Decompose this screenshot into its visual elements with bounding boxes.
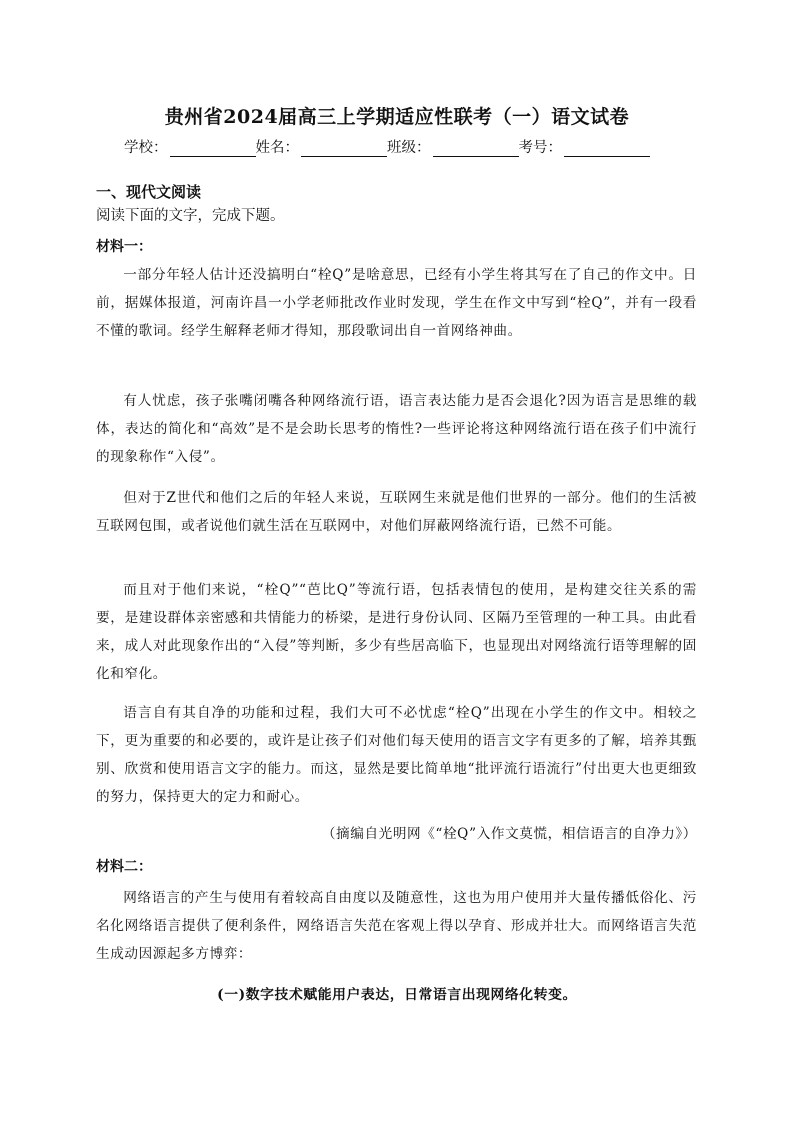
material-one-paragraph-4: 而且对于他们来说，“栓Q”“芭比Q”等流行语，包括表情包的使用，是构建交往关系的需要，是建设群体亲密感和共情能力的桥梁，是进行身份认同、区隔乃至管理的一种工具。由此看来，成人对此现象作出的“入侵”等判断，多少有些居高临下，也显现出对网络流行语等理解的固化和窄化。 xyxy=(96,582,697,682)
material-one-paragraph-2: 有人忧虑，孩子张嘴闭嘴各种网络流行语，语言表达能力是否会退化?因为语言是思维的载体，表达的简化和“高效”是不是会助长思考的惰性?一些评论将这种网络流行语在孩子们中流行的现象称作“入侵”。 xyxy=(96,393,697,465)
material-one-paragraph-3: 但对于Z世代和他们之后的年轻人来说，互联网生来就是他们世界的一部分。他们的生活被互联网包围，或者说他们就生活在互联网中，对他们屏蔽网络流行语，已然不可能。 xyxy=(96,490,697,534)
name-label: 姓名： xyxy=(255,140,299,156)
school-field xyxy=(124,136,256,157)
class-label: 班级： xyxy=(387,140,431,156)
school-blank[interactable] xyxy=(170,142,256,157)
material-one-paragraph-1: 一部分年轻人估计还没搞明白“栓Q”是啥意思，已经有小学生将其写在了自己的作文中。日前，据媒体报道，河南许昌一小学老师批改作业时发现，学生在作文中写到“栓Q”，并有一段看不懂的歌词。经学生解释老师才得知，那段歌词出自一首网络神曲。 xyxy=(96,267,697,339)
material-two-sub-heading: (一)数字技术赋能用户表达，日常语言出现网络化转变。 xyxy=(217,987,577,1003)
material-one-source: （摘编自光明网《“栓Q”入作文莫慌，相信语言的自净力》） xyxy=(321,826,697,842)
section-heading: 一、现代文阅读 xyxy=(96,183,202,201)
material-one-label: 材料一： xyxy=(96,239,152,255)
exam-number-field xyxy=(519,136,651,157)
reading-instruction: 阅读下面的文字，完成下题。 xyxy=(96,208,285,224)
student-info-row xyxy=(124,136,684,157)
class-blank[interactable] xyxy=(433,142,519,157)
class-field xyxy=(387,136,519,157)
material-two-paragraph-1: 网络语言的产生与使用有着较高自由度以及随意性，这也为用户使用并大量传播低俗化、污名化网络语言提供了便利条件，网络语言失范在客观上得以孕育、形成并壮大。而网络语言失范生成动因源起多方博弈： xyxy=(96,890,697,962)
exam-title: 贵州省2024届高三上学期适应性联考（一）语文试卷 xyxy=(164,106,630,128)
school-label: 学校： xyxy=(124,140,168,156)
material-two-label: 材料二： xyxy=(96,859,152,875)
exam-number-blank[interactable] xyxy=(564,142,650,157)
name-field xyxy=(256,136,388,157)
material-one-paragraph-5: 语言自有其自净的功能和过程，我们大可不必忧虑“栓Q”出现在小学生的作文中。相较之下，更为重要的和必要的，或许是让孩子们对他们每天使用的语言文字有更多的了解，培养其甄别、欣赏和使用语言文字的能力。而这，显然是要比简单地“批评流行语流行”付出更大也更细致的努力，保持更大的定力和耐心。 xyxy=(96,705,697,805)
name-blank[interactable] xyxy=(301,142,387,157)
exam-number-label: 考号： xyxy=(518,140,562,156)
